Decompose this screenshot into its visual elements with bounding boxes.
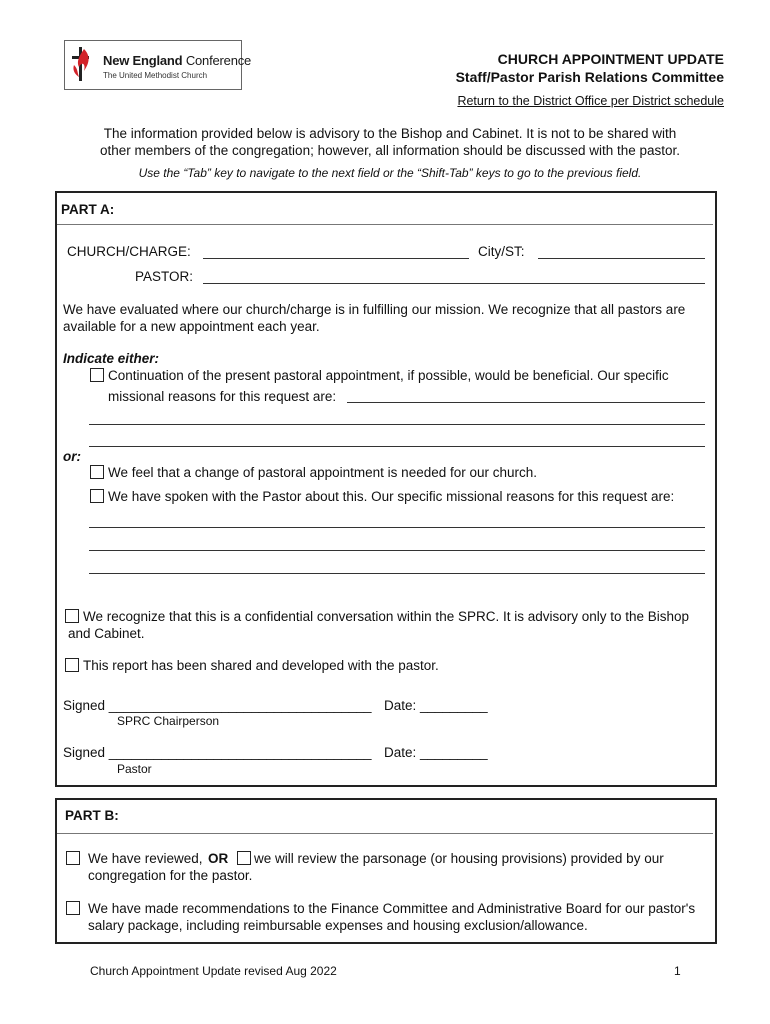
document-subtitle: Staff/Pastor Parish Relations Committee: [455, 69, 724, 85]
spoken-reasons-field-2[interactable]: [89, 550, 705, 551]
indicate-either-label: Indicate either:: [63, 351, 160, 366]
sprc-date-line[interactable]: Date: _________: [384, 698, 488, 713]
spoken-reasons-field-1[interactable]: [89, 527, 705, 528]
will-review-checkbox[interactable]: [237, 851, 251, 865]
mission-statement-line-1: We have evaluated where our church/charge is in fulfilling our mission. We recognize that all pastors are: [63, 302, 686, 317]
intro-line-2: other members of the congregation; however, all information should be discussed with the pastor.: [99, 143, 681, 158]
spoken-reasons-field-3[interactable]: [89, 573, 705, 574]
page-number: 1: [674, 964, 681, 978]
part-b-divider: [57, 833, 713, 834]
recommendations-checkbox[interactable]: [66, 901, 80, 915]
sprc-chairperson-role: SPRC Chairperson: [117, 714, 220, 728]
intro-text: [60, 125, 720, 159]
reviewed-checkbox[interactable]: [66, 851, 80, 865]
part-b-label: PART B:: [65, 808, 119, 823]
footer-revision: Church Appointment Update revised Aug 2022: [90, 964, 337, 978]
confidential-checkbox[interactable]: [65, 609, 79, 623]
reviewed-text-prefix: We have reviewed,: [88, 851, 203, 866]
reviewed-text-line-2: congregation for the pastor.: [88, 868, 253, 883]
conference-logo: [64, 40, 252, 90]
document-title: CHURCH APPOINTMENT UPDATE: [497, 51, 724, 67]
part-a-label: PART A:: [61, 202, 115, 217]
city-state-label: City/ST:: [478, 244, 525, 259]
cross-and-flame-icon: [70, 45, 92, 83]
recommendations-text-line-1: We have made recommendations to the Finance Committee and Administrative Board for our pastor's: [88, 901, 696, 916]
continuation-text-line-1: Continuation of the present pastoral appointment, if possible, would be beneficial. Our specific: [108, 368, 669, 383]
continuation-reasons-field-1[interactable]: [347, 402, 705, 403]
pastor-label: PASTOR:: [135, 269, 194, 284]
logo-org-name: New England Conference: [103, 53, 252, 68]
part-a-divider: [57, 224, 713, 225]
church-charge-field[interactable]: [203, 258, 469, 259]
pastor-role: Pastor: [117, 762, 152, 776]
pastor-signature-line[interactable]: Signed ___________________________________: [63, 745, 372, 760]
confidential-text-line-2: and Cabinet.: [68, 626, 145, 641]
change-text: We feel that a change of pastoral appointment is needed for our church.: [108, 465, 538, 480]
reviewed-text-suffix: we will review the parsonage (or housing provisions) provided by our: [254, 851, 664, 866]
continuation-text-line-2: missional reasons for this request are:: [108, 389, 337, 404]
navigation-hint: Use the “Tab” key to navigate to the next field or the “Shift-Tab” keys to go to the previous field.: [138, 166, 642, 180]
intro-line-1: The information provided below is advisory to the Bishop and Cabinet. It is not to be shared with: [103, 126, 677, 141]
pastor-date-line[interactable]: Date: _________: [384, 745, 488, 760]
confidential-text-line-1: We recognize that this is a confidential conversation within the SPRC. It is advisory only to the Bishop: [83, 609, 690, 624]
spoken-checkbox[interactable]: [90, 489, 104, 503]
sprc-signature-line[interactable]: Signed ___________________________________: [63, 698, 372, 713]
logo-subtitle: The United Methodist Church: [103, 71, 208, 80]
or-label: or:: [63, 449, 81, 464]
shared-checkbox[interactable]: [65, 658, 79, 672]
church-charge-label: CHURCH/CHARGE:: [67, 244, 191, 259]
shared-text: This report has been shared and developed with the pastor.: [83, 658, 439, 673]
change-checkbox[interactable]: [90, 465, 104, 479]
pastor-field[interactable]: [203, 283, 705, 284]
spoken-text: We have spoken with the Pastor about this. Our specific missional reasons for this request are:: [108, 489, 675, 504]
reviewed-or-label: OR: [208, 851, 229, 866]
continuation-checkbox[interactable]: [90, 368, 104, 382]
city-state-field[interactable]: [538, 258, 705, 259]
recommendations-text-line-2: salary package, including reimbursable expenses and housing exclusion/allowance.: [88, 918, 588, 933]
return-note: Return to the District Office per District schedule: [457, 94, 724, 108]
continuation-reasons-field-3[interactable]: [89, 446, 705, 447]
continuation-reasons-field-2[interactable]: [89, 424, 705, 425]
mission-statement-line-2: available for a new appointment each year.: [63, 319, 320, 334]
